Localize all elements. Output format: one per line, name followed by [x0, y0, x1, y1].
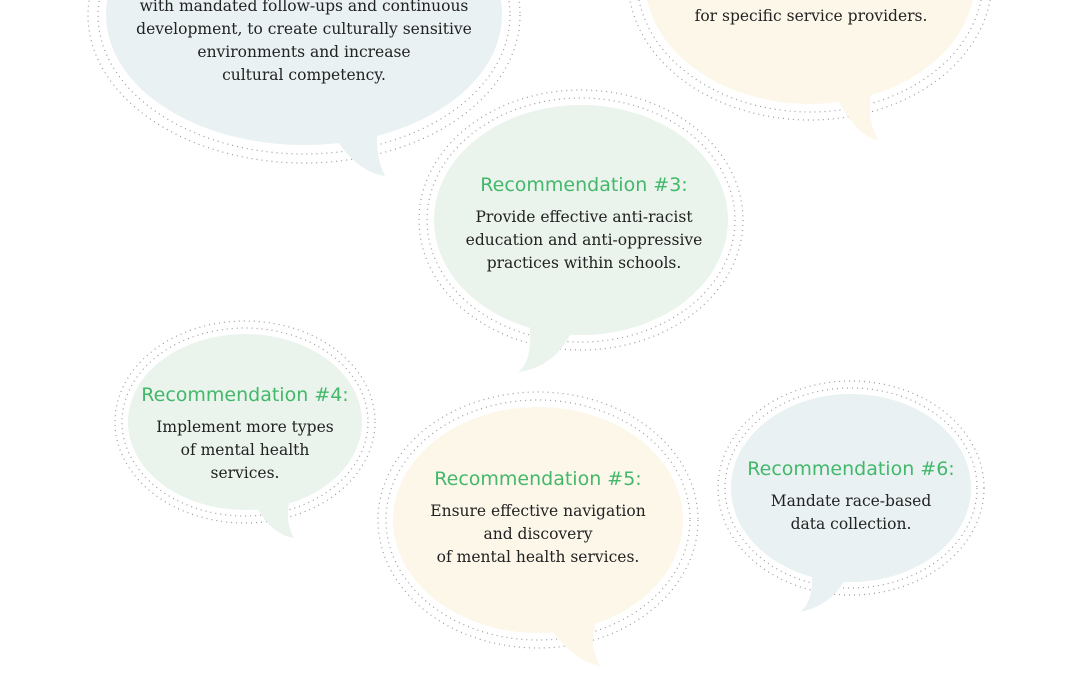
recommendation-text: Provide effective anti-racist education and anti-oppressive practices within schools.	[465, 208, 703, 272]
bubble-body-text: for specific service providers.	[694, 7, 928, 25]
recommendation-text: Implement more types of mental health services.	[156, 418, 334, 482]
recommendation-title: Recommendation #3:	[480, 174, 688, 196]
recommendation-title: Recommendation #6:	[747, 458, 955, 480]
bubble-content	[726, 458, 976, 536]
recommendation-text: Ensure effective navigation and discovery of mental health services.	[430, 502, 646, 566]
recommendation-text: Mandate race-based data collection.	[770, 492, 932, 533]
recommendation-title: Recommendation #5:	[434, 468, 642, 490]
bubble-body-text: with mandated follow-ups and continuous development, to create culturally sensitive environments and increase cultural competency.	[136, 0, 472, 84]
recommendation-title: Recommendation #4:	[141, 384, 349, 406]
